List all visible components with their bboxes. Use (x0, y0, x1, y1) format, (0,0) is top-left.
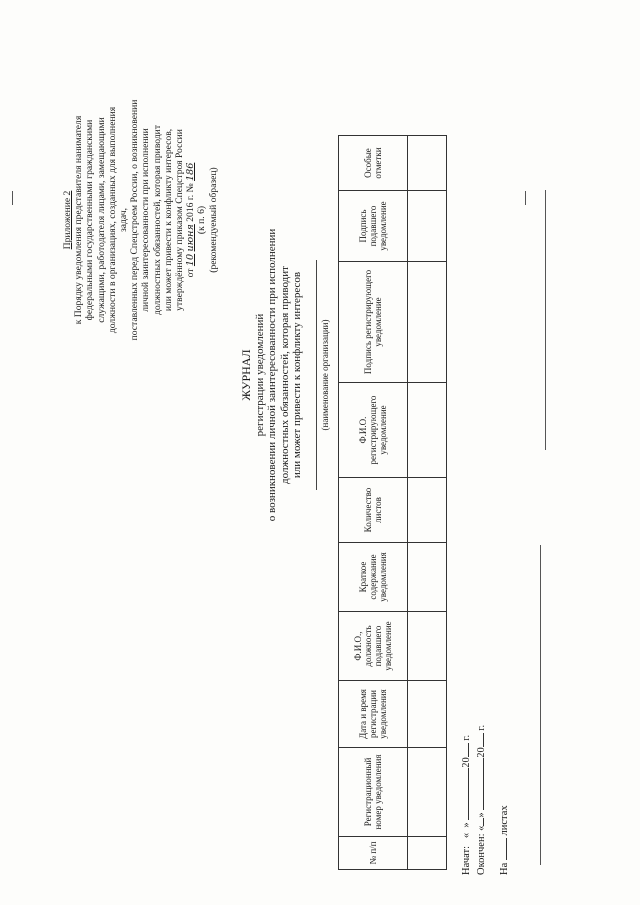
month-blank (473, 758, 484, 810)
order-number: 186 (185, 162, 197, 181)
sheets-line (496, 725, 511, 875)
journal-subtitle-line: или может привести к конфликту интересов (291, 271, 303, 479)
order-date-line (185, 95, 196, 345)
scan-mark (12, 191, 13, 205)
journal-title: ЖУРНАЛ (239, 349, 253, 401)
year-prefix: 20 (461, 757, 472, 768)
divider-line (540, 545, 541, 865)
year-blank (473, 733, 484, 747)
table-cell (408, 543, 447, 612)
table-cell (408, 478, 447, 543)
appendix-line: к Порядку уведомления представителя нанимателя (73, 115, 85, 325)
date-day: 10 (185, 253, 197, 267)
clause-ref: (к п. 6) (196, 205, 208, 235)
appendix-line: служащими, работодателя лицами, замещающими (95, 117, 107, 323)
year-suffix: г. (476, 724, 487, 731)
appendix-line: или может привести к конфликту интересов, (162, 128, 174, 312)
appendix-title: Приложение 2 (62, 190, 73, 250)
date-open-quote: « (476, 825, 487, 831)
table-cell (408, 262, 447, 383)
ended-line (473, 725, 488, 875)
journal-heading (240, 95, 331, 655)
table-header-row (339, 136, 408, 870)
table-row (408, 136, 447, 870)
appendix-line: должности в организациях, созданных для выполнения задач, (106, 106, 130, 334)
date-open-quote: « (461, 832, 472, 839)
date-year: 2016 г. № (185, 183, 197, 222)
sheets-suffix: листах (499, 805, 510, 836)
table-cell (408, 681, 447, 748)
appendix-line: личной заинтересованности при исполнении (140, 128, 152, 312)
header-cell: Подпись подавшего уведомление (339, 191, 408, 262)
journal-subtitle-line: регистрации уведомлений (253, 313, 266, 437)
appendix-line: должностных обязанностей, которая приводит (151, 124, 163, 316)
organization-caption: (наименование организации) (319, 319, 330, 431)
sheets-blank (496, 838, 507, 860)
table-cell (408, 136, 447, 191)
month-blank (458, 768, 469, 820)
organization-blank-line (312, 260, 317, 490)
appendix-block (62, 95, 219, 345)
table-cell (408, 748, 447, 837)
header-cell: Подпись регистрирующего уведомление (339, 262, 408, 383)
header-cell: Регистрационный номер уведомления (339, 748, 408, 837)
started-line (458, 725, 473, 875)
year-suffix: г. (461, 734, 472, 741)
date-month: июня (185, 224, 197, 252)
journal-footer (458, 725, 511, 875)
journal-subtitle-line: должностных обязанностей, которая приводит (278, 266, 291, 484)
day-blank (473, 818, 484, 826)
ended-label: Окончен: (476, 833, 487, 875)
header-cell: № п/п (339, 837, 408, 870)
appendix-line: федеральными государственными гражданскими (84, 119, 96, 321)
date-prefix: от (185, 268, 197, 278)
year-blank (458, 743, 469, 757)
table-cell (408, 191, 447, 262)
divider-line (545, 190, 546, 450)
scan-mark (525, 191, 526, 205)
journal-subtitle-line: о возникновении личной заинтересованности при исполнении (266, 228, 278, 522)
year-prefix: 20 (476, 747, 487, 758)
appendix-line: утверждённому приказом Спецстроя России (174, 129, 186, 311)
table-cell (408, 837, 447, 870)
started-label: Начат: (461, 846, 472, 875)
header-cell: Дата и время регистрации уведомления (339, 681, 408, 748)
sheets-prefix: На (499, 862, 510, 875)
sample-note: (рекомендуемый образец) (207, 167, 219, 273)
header-cell: Количество листов (339, 478, 408, 543)
header-cell: Ф.И.О., должность подавшего уведомление (339, 612, 408, 681)
table-cell (408, 383, 447, 478)
date-close-quote: » (476, 812, 487, 818)
table-cell (408, 612, 447, 681)
date-close-quote: » (461, 822, 472, 828)
header-cell: Краткое содержание уведомления (339, 543, 408, 612)
appendix-line: поставленных перед Спецстроем России, о возникновении (129, 99, 141, 341)
header-cell: Особые отметки (339, 136, 408, 191)
header-cell: Ф.И.О. регистрирующего уведомление (339, 383, 408, 478)
journal-table (338, 135, 447, 870)
